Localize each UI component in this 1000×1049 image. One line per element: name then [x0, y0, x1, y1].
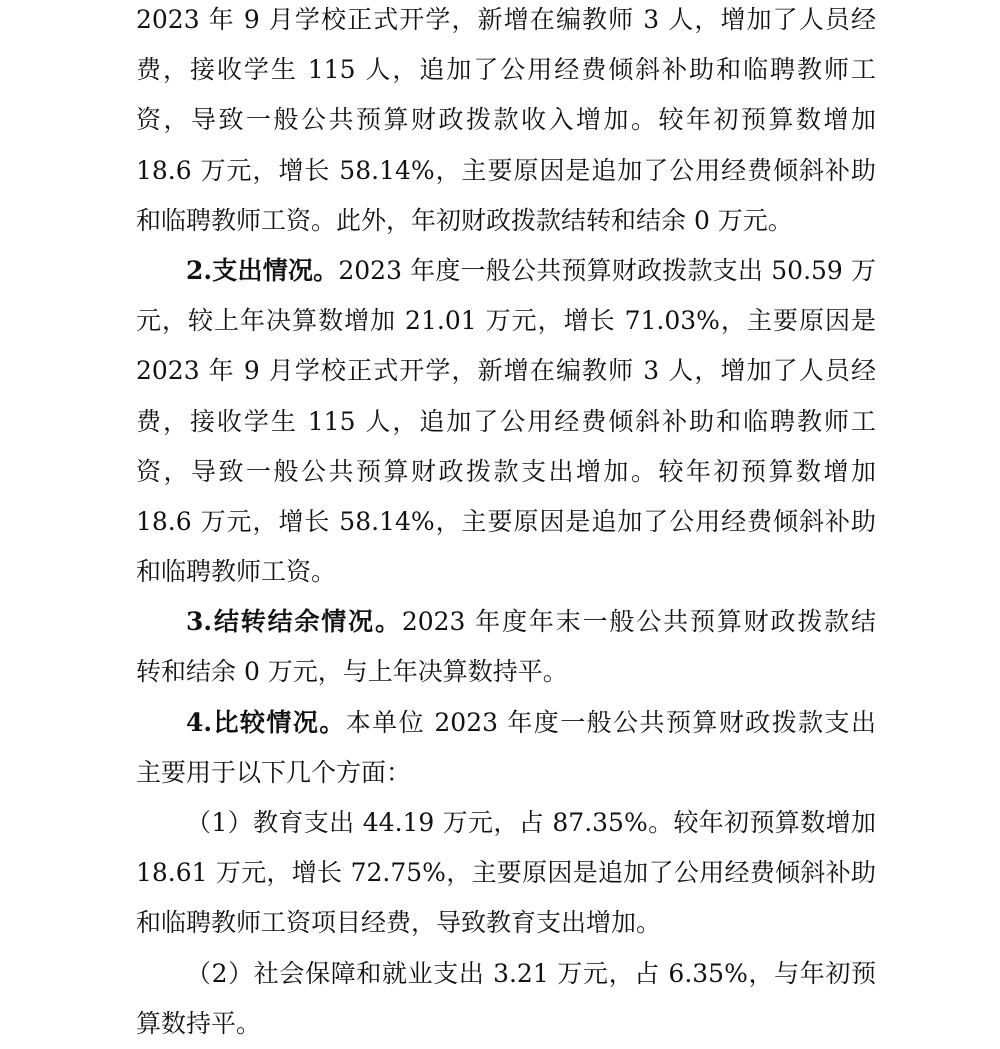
text-line: 费，接收学生 115 人，追加了公用经费倾斜补助和临聘教师工: [136, 55, 876, 85]
paragraph-income-continuation: [136, 0, 876, 246]
text-line: 主要用于以下几个方面：: [136, 757, 412, 787]
text-line: 转和结余 0 万元，与上年决算数持平。: [136, 657, 568, 687]
paragraph-expenditure: [136, 246, 876, 597]
text-line: 18.6 万元，增长 58.14%，主要原因是追加了公用经费倾斜补助: [136, 506, 876, 536]
section-heading-expenditure: 2.支出情况。: [186, 255, 339, 285]
text-line: 资，导致一般公共预算财政拨款支出增加。较年初预算数增加: [136, 456, 876, 486]
text-line: [136, 597, 876, 647]
text-line: 2023 年 9 月学校正式开学，新增在编教师 3 人，增加了人员经: [136, 5, 876, 34]
text-line: （2）社会保障和就业支出 3.21 万元，占 6.35%，与年初预: [186, 958, 876, 988]
text-line: 资，导致一般公共预算财政拨款收入增加。较年初预算数增加: [136, 105, 876, 135]
section-heading-comparison: 4.比较情况。: [186, 707, 346, 737]
text-line: 和临聘教师工资。: [136, 557, 337, 587]
text-line: [136, 246, 876, 296]
paragraph-carryover: [136, 597, 876, 697]
text-line: 费，接收学生 115 人，追加了公用经费倾斜补助和临聘教师工: [136, 406, 876, 436]
document-page: [136, 0, 876, 1049]
text-line: 元，较上年决算数增加 21.01 万元，增长 71.03%，主要原因是: [136, 306, 876, 336]
text-line: 和临聘教师工资项目经费，导致教育支出增加。: [136, 908, 662, 938]
paragraph-social-security-expense: [136, 949, 876, 1049]
text-line: （1）教育支出 44.19 万元，占 87.35%。较年初预算数增加: [186, 808, 876, 837]
text-line: 18.61 万元，增长 72.75%，主要原因是追加了公用经费倾斜补助: [136, 858, 876, 888]
text-run: 2023 年度一般公共预算财政拨款支出 50.59 万: [338, 255, 876, 285]
text-run: 2023 年度年末一般公共预算财政拨款结: [401, 607, 876, 637]
text-line: 算数持平。: [136, 1008, 262, 1038]
text-line: 和临聘教师工资。此外，年初财政拨款结转和结余 0 万元。: [136, 205, 793, 235]
paragraph-education-expense: [136, 798, 876, 949]
text-run: 本单位 2023 年度一般公共预算财政拨款支出: [345, 707, 876, 737]
text-line: [136, 698, 876, 748]
section-heading-carryover: 3.结转结余情况。: [186, 607, 402, 637]
text-line: 18.6 万元，增长 58.14%，主要原因是追加了公用经费倾斜补助: [136, 155, 876, 185]
paragraph-comparison: [136, 698, 876, 798]
text-line: 2023 年 9 月学校正式开学，新增在编教师 3 人，增加了人员经: [136, 356, 876, 386]
